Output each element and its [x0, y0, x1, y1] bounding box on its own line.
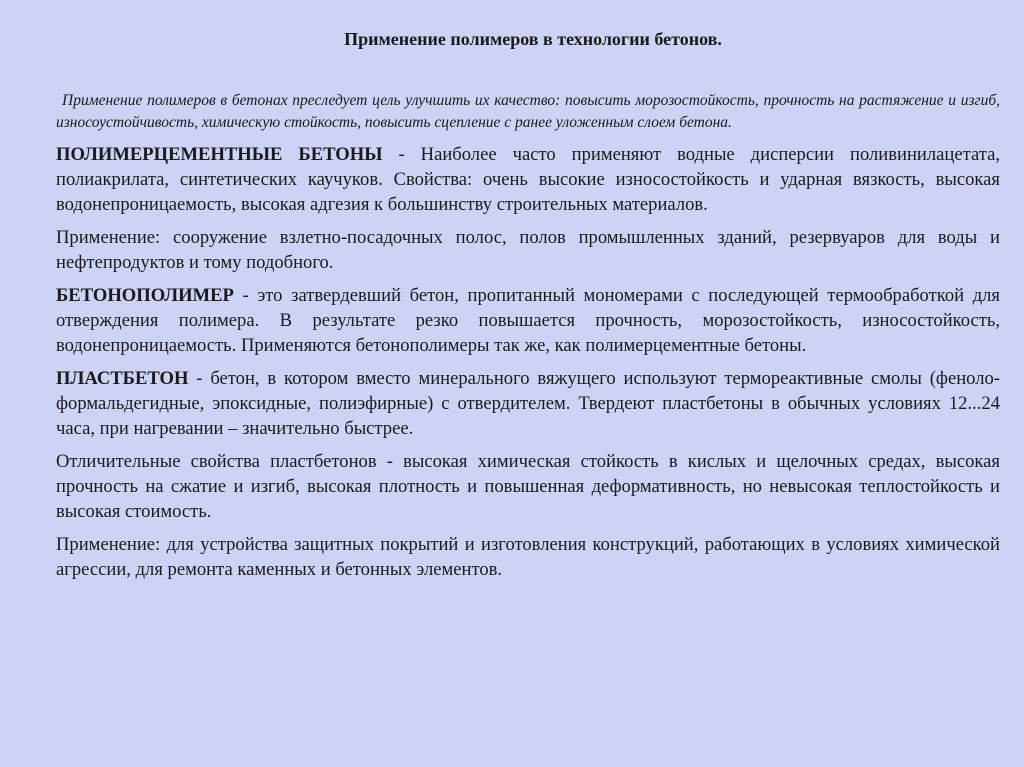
- paragraph-properties: [56, 449, 1000, 524]
- intro-paragraph: Применение полимеров в бетонах преследует цель улучшить их качество: повысить морозостойкость, прочность на растяжение и изгиб, износоустойчивость, химическую стойкость, повысить сцепление с ранее уложенным слоем бетона.: [56, 92, 1000, 131]
- paragraph-text: Отличительные свойства пластбетонов - высокая химическая стойкость в кислых и щелочных средах, высокая прочность на сжатие и изгиб, высокая плотность и повышенная деформативность, но невысокая теплостойкость и высокая стоимость.: [56, 451, 1000, 522]
- term-concrete-polymer: БЕТОНОПОЛИМЕР: [56, 285, 234, 306]
- paragraph-application-1: [56, 225, 1000, 275]
- term-plastic-concrete: ПЛАСТБЕТОН: [56, 368, 189, 389]
- paragraph-application-2: [56, 532, 1000, 582]
- paragraph-plastic-concrete: [56, 366, 1000, 441]
- term-polymer-cement: ПОЛИМЕРЦЕМЕНТНЫЕ БЕТОНЫ: [56, 144, 383, 165]
- paragraph-text: Применение: сооружение взлетно-посадочных полос, полов промышленных зданий, резервуаров для воды и нефтепродуктов и тому подобного.: [56, 227, 1000, 273]
- paragraph-text: - бетон, в котором вместо минерального вяжущего используют термореактивные смолы (феноло-формальдегидные, эпоксидные, полиэфирные) с отвердителем. Твердеют пластбетоны в обычных условиях 12...24 часа, при нагревании – значительно быстрее.: [56, 368, 1000, 439]
- slide-title: Применение полимеров в технологии бетонов.: [344, 29, 722, 49]
- paragraph-text: - Наиболее часто применяют водные дисперсии поливинилацетата, полиакрилата, синтетических каучуков. Свойства: очень высокие износостойкость и ударная вязкость, высокая водонепроницаемость, высокая адгезия к большинству строительных материалов.: [56, 144, 1000, 215]
- paragraph-polymer-cement: [56, 142, 1000, 217]
- paragraph-text: - это затвердевший бетон, пропитанный мономерами с последующей термообработкой для отверждения полимера. В результате резко повышается прочность, морозостойкость, износостойкость, водонепроницаемость. Применяются бетонополимеры так же, как полимерцементные бетоны.: [56, 285, 1000, 356]
- paragraph-concrete-polymer: [56, 283, 1000, 358]
- paragraph-text: Применение: для устройства защитных покрытий и изготовления конструкций, работающих в условиях химической агрессии, для ремонта каменных и бетонных элементов.: [56, 534, 1000, 580]
